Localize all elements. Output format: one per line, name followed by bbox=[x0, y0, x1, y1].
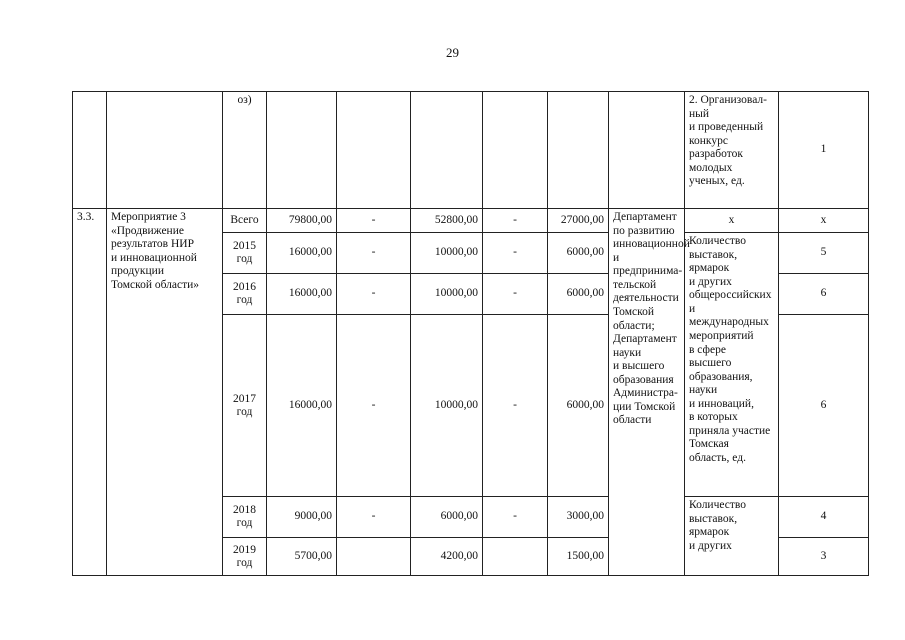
indicator-value: 4 bbox=[779, 497, 869, 538]
col3-value: 10000,00 bbox=[411, 274, 483, 315]
indicator-name: Количество выставок, ярмарок и других bbox=[685, 497, 779, 576]
col2-value: - bbox=[337, 497, 411, 538]
period-cell: оз) bbox=[223, 92, 267, 209]
col4-value: - bbox=[483, 497, 548, 538]
indicator-value-cell: 1 bbox=[779, 92, 869, 209]
table-row bbox=[73, 92, 869, 209]
period-label: 2016 год bbox=[223, 274, 267, 315]
executor-cell bbox=[609, 92, 685, 209]
name-cell bbox=[107, 92, 223, 209]
indicator-value: 5 bbox=[779, 233, 869, 274]
period-label: Всего bbox=[223, 209, 267, 233]
col3-value: 4200,00 bbox=[411, 538, 483, 576]
indicator-cell: 2. Организовал- ный и проведенный конкурс разработок молодых ученых, ед. bbox=[685, 92, 779, 209]
col5-cell bbox=[548, 92, 609, 209]
total-value: 79800,00 bbox=[267, 209, 337, 233]
indicator-value: х bbox=[779, 209, 869, 233]
col2-value bbox=[337, 538, 411, 576]
col5-value: 27000,00 bbox=[548, 209, 609, 233]
activity-name: Мероприятие 3 «Продвижение результатов НИР и инновационной продукции Томской области» bbox=[107, 209, 223, 576]
col5-value: 3000,00 bbox=[548, 497, 609, 538]
col2-value: - bbox=[337, 209, 411, 233]
col5-value: 6000,00 bbox=[548, 274, 609, 315]
col4-value: - bbox=[483, 315, 548, 497]
total-value: 16000,00 bbox=[267, 233, 337, 274]
total-cell bbox=[267, 92, 337, 209]
col4-value: - bbox=[483, 274, 548, 315]
row-number: 3.3. bbox=[73, 209, 107, 576]
total-value: 9000,00 bbox=[267, 497, 337, 538]
indicator-name: Количество выставок, ярмарок и других общероссийских и международных мероприятий в сфере высшего образования, науки и инноваций, в которых приняла участие Томская область, ед. bbox=[685, 233, 779, 497]
col3-value: 10000,00 bbox=[411, 315, 483, 497]
program-activities-table bbox=[72, 91, 869, 576]
total-value: 16000,00 bbox=[267, 315, 337, 497]
indicator-name: х bbox=[685, 209, 779, 233]
total-value: 16000,00 bbox=[267, 274, 337, 315]
col2-cell bbox=[337, 92, 411, 209]
col5-value: 6000,00 bbox=[548, 315, 609, 497]
page-number: 29 bbox=[446, 45, 459, 60]
indicator-value: 3 bbox=[779, 538, 869, 576]
period-label: 2017 год bbox=[223, 315, 267, 497]
table-row bbox=[73, 209, 869, 233]
col4-value: - bbox=[483, 209, 548, 233]
total-value: 5700,00 bbox=[267, 538, 337, 576]
col3-value: 10000,00 bbox=[411, 233, 483, 274]
col4-cell bbox=[483, 92, 548, 209]
executor-name: Департамент по развитию инновационной и предпринима- тельской деятельности Томской области; Департамент науки и высшего образования Администра- ции Томской области bbox=[609, 209, 685, 576]
period-label: 2019 год bbox=[223, 538, 267, 576]
period-label: 2015 год bbox=[223, 233, 267, 274]
col3-cell bbox=[411, 92, 483, 209]
col4-value bbox=[483, 538, 548, 576]
col2-value: - bbox=[337, 233, 411, 274]
col4-value: - bbox=[483, 233, 548, 274]
indicator-value: 6 bbox=[779, 274, 869, 315]
col5-value: 6000,00 bbox=[548, 233, 609, 274]
col2-value: - bbox=[337, 315, 411, 497]
col3-value: 6000,00 bbox=[411, 497, 483, 538]
period-label: 2018 год bbox=[223, 497, 267, 538]
col2-value: - bbox=[337, 274, 411, 315]
col3-value: 52800,00 bbox=[411, 209, 483, 233]
indicator-value: 6 bbox=[779, 315, 869, 497]
num-cell bbox=[73, 92, 107, 209]
col5-value: 1500,00 bbox=[548, 538, 609, 576]
